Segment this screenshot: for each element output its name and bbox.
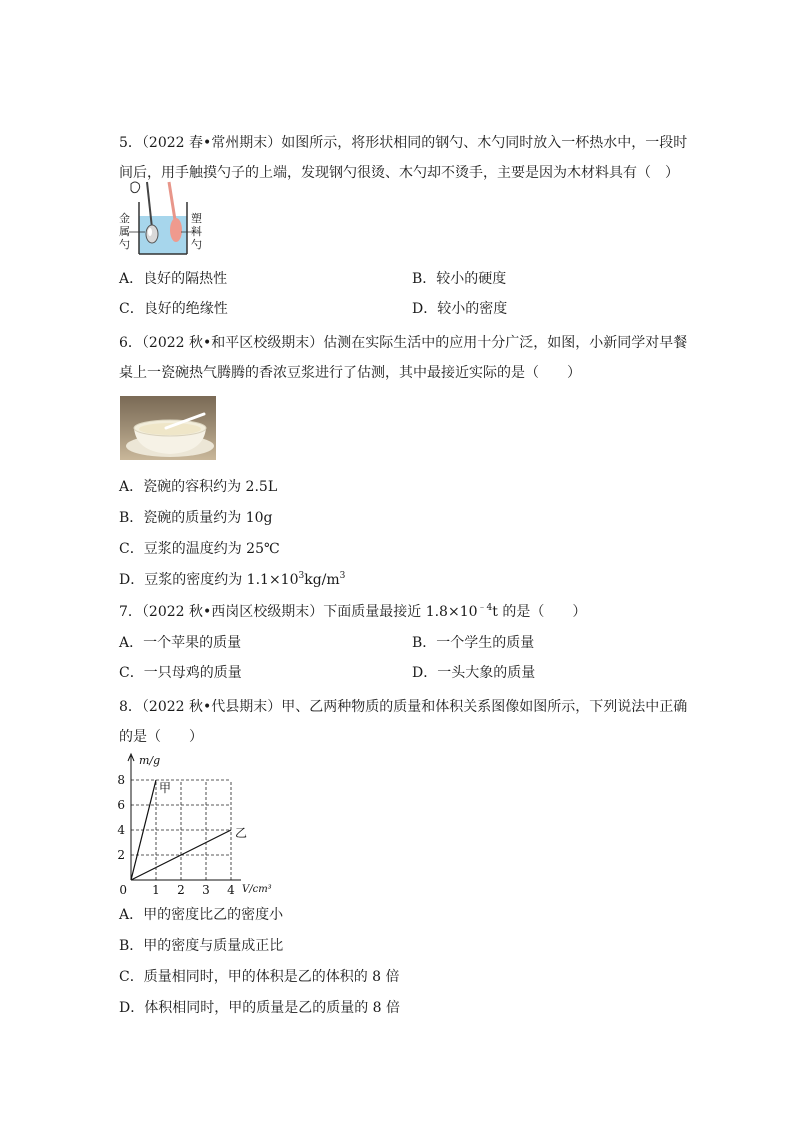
x-tick-label: 2 <box>177 883 185 897</box>
x-axis-label: V/cm³ <box>242 884 272 895</box>
x-tick-label: 3 <box>202 883 210 897</box>
q7-option-d[interactable]: D．一头大象的质量 <box>412 665 536 681</box>
q6-stem-line2: 桌上一瓷碗热气腾腾的香浓豆浆进行了估测，其中最接近实际的是（ ） <box>119 365 581 381</box>
q6-option-b[interactable]: B．瓷碗的质量约为 10g <box>119 510 273 526</box>
y-tick-label: 8 <box>117 773 125 787</box>
q5-option-d[interactable]: D．较小的密度 <box>412 301 508 317</box>
y-tick-label: 6 <box>117 798 125 812</box>
q8-option-b[interactable]: B．甲的密度与质量成正比 <box>119 938 284 954</box>
q5-stem-line2: 间后，用手触摸勺子的上端，发现钢勺很烫、木勺却不烫手，主要是因为木材料具有（ ） <box>119 165 679 181</box>
q8-mass-volume-chart <box>112 752 292 898</box>
metal-spoon-icon <box>146 182 158 243</box>
q6-stem-line1: 6．（2022 秋•和平区校级期末）估测在实际生活中的应用十分广泛，如图，小新同学对早餐 <box>119 335 688 351</box>
q6-soymilk-photo <box>120 396 216 460</box>
x-tick-label: 1 <box>152 883 160 897</box>
series-label-jia: 甲 <box>159 781 172 795</box>
q8-stem-line2: 的是（ ） <box>119 729 203 745</box>
q7-stem: 7．（2022 秋•西岗区校级期末）下面质量最接近 $1.8\times 10^{﹣4}t$ 的是（ ） <box>119 603 587 620</box>
hand-icon <box>131 182 140 193</box>
series-label-yi: 乙 <box>235 826 248 840</box>
q7-option-b[interactable]: B．一个学生的质量 <box>412 635 535 651</box>
y-tick-label: 4 <box>117 823 125 837</box>
q5-option-c[interactable]: C．良好的绝缘性 <box>119 301 228 317</box>
q8-option-c[interactable]: C．质量相同时，甲的体积是乙的体积的 8 倍 <box>119 969 400 985</box>
q8-stem-line1: 8．（2022 秋•代县期末）甲、乙两种物质的质量和体积关系图像如图所示，下列说法中正确 <box>119 699 688 715</box>
q6-option-a[interactable]: A．瓷碗的容积约为 2.5L <box>119 479 278 495</box>
y-axis-label: m/g <box>139 754 161 767</box>
q5-stem-line1: 5．（2022 春•常州期末）如图所示，将形状相同的钢勺、木勺同时放入一杯热水中，一段时 <box>119 135 688 151</box>
q7-option-a[interactable]: A．一个苹果的质量 <box>119 635 242 651</box>
x-tick-label: 4 <box>227 883 235 897</box>
q7-option-c[interactable]: C．一只母鸡的质量 <box>119 665 242 681</box>
q8-option-a[interactable]: A．甲的密度比乙的密度小 <box>119 907 284 923</box>
q5-option-a[interactable]: A．良好的隔热性 <box>119 271 228 287</box>
y-tick-label: 2 <box>117 848 125 862</box>
q8-option-d[interactable]: D．体积相同时，甲的质量是乙的质量的 8 倍 <box>119 1000 401 1016</box>
q5-option-b[interactable]: B．较小的硬度 <box>412 271 507 287</box>
origin-label: 0 <box>119 883 127 897</box>
q5-beaker-figure <box>119 180 224 260</box>
q6-option-c[interactable]: C．豆浆的温度约为 25℃ <box>119 541 280 557</box>
q5-label-plastic: 塑 料 勺 <box>191 212 202 251</box>
plastic-spoon-icon <box>169 182 182 242</box>
q6-option-d[interactable]: D．豆浆的密度约为 $1.1\times 10^3kg/m^3$ <box>119 571 346 588</box>
q5-label-metal: 金 属 勺 <box>119 212 130 251</box>
